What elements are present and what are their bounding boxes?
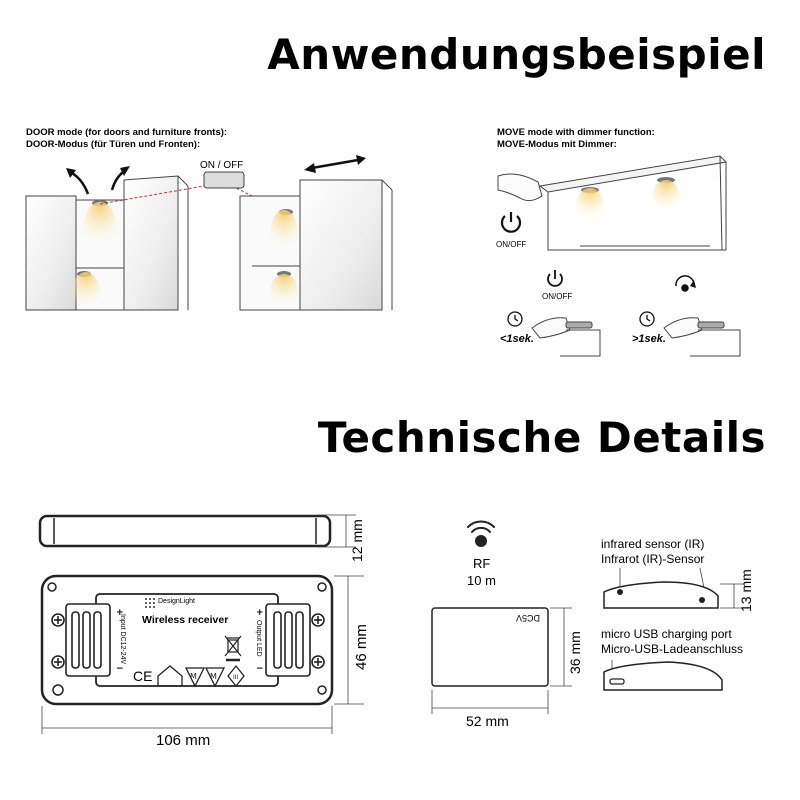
rf-label: RF	[473, 556, 491, 571]
usb-label-de: Micro-USB-Ladeanschluss	[601, 642, 744, 656]
receiver-title: Wireless receiver	[142, 614, 229, 626]
remote-voltage-mark: DC5V	[515, 613, 540, 623]
move-mode-caption-de: MOVE-Modus mit Dimmer:	[497, 139, 617, 150]
sensor-profile	[604, 582, 718, 608]
receiver-minus-left: −	[116, 664, 124, 674]
move-mode-caption-en: MOVE mode with dimmer function:	[497, 127, 655, 138]
long-press-label: >1sek.	[632, 333, 666, 345]
short-press-label: <1sek.	[500, 333, 534, 345]
usb-profile	[604, 662, 722, 690]
door-mode-caption-de: DOOR-Modus (für Türen und Fronten):	[26, 139, 201, 150]
heading-application: Anwendungsbeispiel	[267, 30, 766, 79]
receiver-minus-right: −	[256, 664, 264, 674]
svg-text:III: III	[233, 674, 239, 681]
receiver-output-label: Output LED	[255, 620, 262, 657]
heading-technical-details: Technische Details	[317, 413, 766, 462]
sensor-label-de: Infrarot (IR)-Sensor	[601, 552, 705, 566]
power-label-main: ON/OFF	[496, 240, 527, 249]
door-mode-caption-en: DOOR mode (for doors and furniture fronts):	[26, 127, 228, 138]
door-switch-label: ON / OFF	[200, 160, 244, 171]
receiver-input-label: Input DC12-24V	[119, 614, 126, 665]
receiver-brand: DesignLight	[158, 598, 195, 605]
usb-label-en: micro USB charging port	[601, 627, 732, 641]
receiver-plus-right: +	[256, 608, 264, 618]
usb-port-icon	[610, 679, 624, 684]
remote-height-dim: 36 mm	[567, 631, 583, 674]
sensor-height-dim: 13 mm	[738, 569, 754, 612]
ce-mark: CE	[133, 668, 153, 684]
receiver-plus-left: +	[116, 608, 124, 618]
power-label-secondary: ON/OFF	[542, 292, 573, 301]
remote-width-dim: 52 mm	[466, 713, 509, 729]
svg-text:M: M	[210, 672, 217, 681]
sensor-label-en: infrared sensor (IR)	[601, 537, 705, 551]
receiver-height-dim: 12 mm	[349, 519, 365, 562]
receiver-width-dim: 106 mm	[156, 732, 211, 749]
rf-range: 10 m	[467, 573, 496, 588]
svg-text:M: M	[190, 672, 197, 681]
receiver-depth-dim: 46 mm	[353, 624, 370, 670]
